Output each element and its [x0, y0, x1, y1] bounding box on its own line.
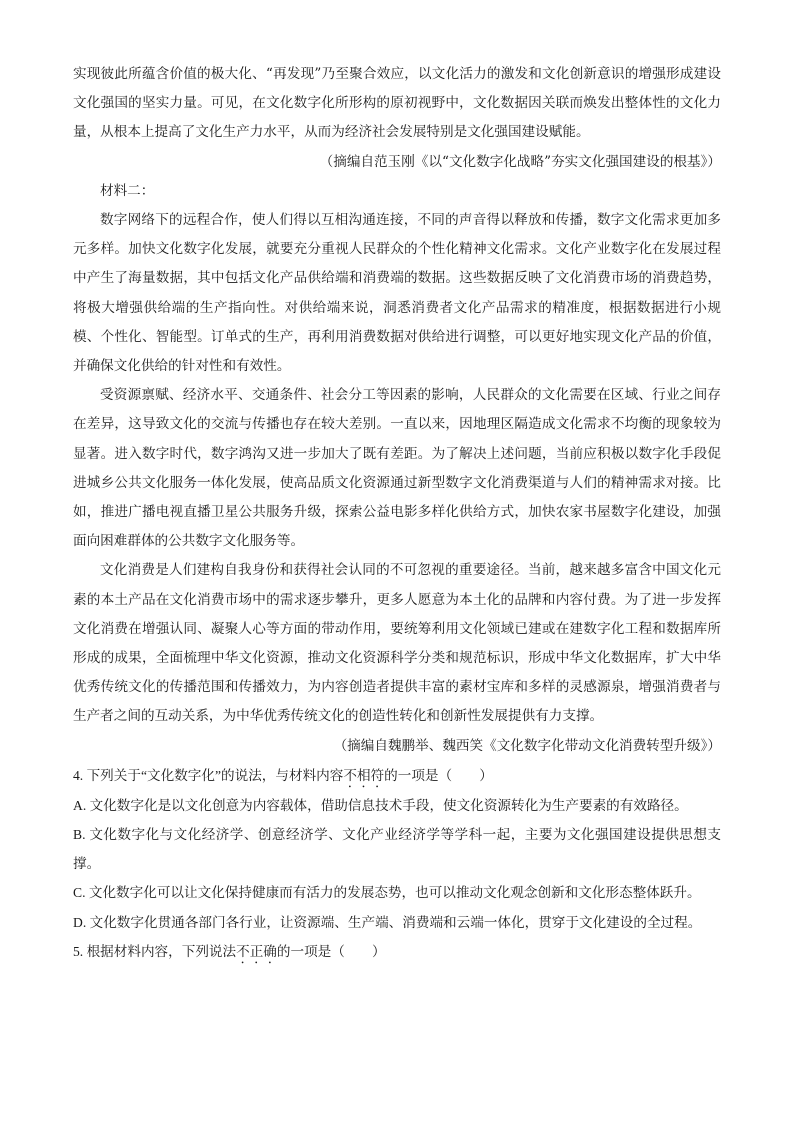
question-4-option-b[interactable]: B. 文化数字化与文化经济学、创意经济学、文化产业经济学等学科一起，主要为文化强国建设提供思想支撑。 — [73, 827, 721, 872]
material1-source: （摘编自范玉刚《以“文化数字化战略”夯实文化强国建设的根基》） — [319, 153, 721, 170]
question-5-emphasis: 不正确 — [236, 943, 277, 959]
material2-paragraph-3: 文化消费是人们建构自我身份和获得社会认同的不可忽视的重要途径。当前，越来越多富含中国文化元素的本土产品在文化消费市场中的需求逐步攀升，更多人愿意为本土化的品牌和内容付费。为了进一步发挥文化消费在增强认同、凝聚人心等方面的带动作用，要统筹利用文化领域已建或在建数字化工程和数据库所形成的成果，全面梳理中华文化资源，推动文化资源科学分类和规范标识，形成中华文化数据库，扩大中华优秀传统文化的传播范围和传播效力，为内容创造者提供丰富的素材宝库和多样的灵感源泉，增强消费者与生产者之间的互动关系，为中华优秀传统文化的创造性转化和创新性发展提供有力支撑。 — [73, 562, 721, 725]
question-4 — [73, 761, 721, 791]
question-4-option-c[interactable]: C. 文化数字化可以让文化保持健康而有活力的发展态势，也可以推动文化观念创新和文化形态整体跃升。 — [73, 885, 701, 901]
question-4-option-a[interactable]: A. 文化数字化是以文化创意为内容载体，借助信息技术手段，使文化资源转化为生产要素的有效路径。 — [73, 797, 688, 813]
question-5 — [73, 937, 721, 967]
material2-source: （摘编自魏鹏举、魏西笑《文化数字化带动文化消费转型升级》） — [333, 737, 721, 754]
question-4-suffix: 的一项是（ ） — [384, 767, 493, 783]
material2-paragraph-2: 受资源禀赋、经济水平、交通条件、社会分工等因素的影响，人民群众的文化需要在区域、行业之间存在差异，这导致文化的交流与传播也存在较大差别。一直以来，因地理区隔造成文化需求不均衡的现象较为显著。进入数字时代，数字鸿沟又进一步加大了既有差距。为了解决上述问题，当前应积极以数字化手段促进城乡公共文化服务一体化发展，使高品质文化资源通过新型数字文化消费渠道与人们的精神需求对接。比如，推进广播电视直播卫星公共服务升级，探索公益电影多样化供给方式，加快农家书屋数字化建设，加强面向困难群体的公共数字文化服务等。 — [73, 387, 721, 550]
material1-paragraph-end: 实现彼此所蕴含价值的极大化、“再发现”乃至聚合效应，以文化活力的激发和文化创新意识的增强形成建设文化强国的坚实力量。可见，在文化数字化所形构的原初视野中，文化数据因关联而焕发出整体性的文化力量，从根本上提高了文化生产力水平，从而为经济社会发展特别是文化强国建设赋能。 — [73, 66, 721, 141]
question-4-emphasis: 不相符 — [343, 767, 385, 783]
question-5-suffix: 的一项是（ ） — [276, 943, 386, 959]
exam-page — [73, 60, 721, 967]
material2-paragraph-1: 数字网络下的远程合作，使人们得以互相沟通连接，不同的声音得以释放和传播，数字文化需求更加多元多样。加快文化数字化发展，就要充分重视人民群众的个性化精神文化需求。文化产业数字化在发展过程中产生了海量数据，其中包括文化产品供给端和消费端的数据。这些数据反映了文化消费市场的消费趋势，将极大增强供给端的生产指向性。对供给端来说，洞悉消费者文化产品需求的精准度，根据数据进行小规模、个性化、智能型。订单式的生产，再利用消费数据对供给进行调整，可以更好地实现文化产品的价值，并确保文化供给的针对性和有效性。 — [73, 212, 721, 375]
question-4-prefix: 4. 下列关于“文化数字化”的说法，与材料内容 — [73, 767, 344, 783]
question-4-option-d[interactable]: D. 文化数字化贯通各部门各行业，让资源端、生产端、消费端和云端一体化，贯穿于文化建设的全过程。 — [73, 914, 702, 930]
question-5-prefix: 5. 根据材料内容，下列说法 — [73, 943, 237, 959]
material2-label: 材料二： — [100, 182, 155, 199]
